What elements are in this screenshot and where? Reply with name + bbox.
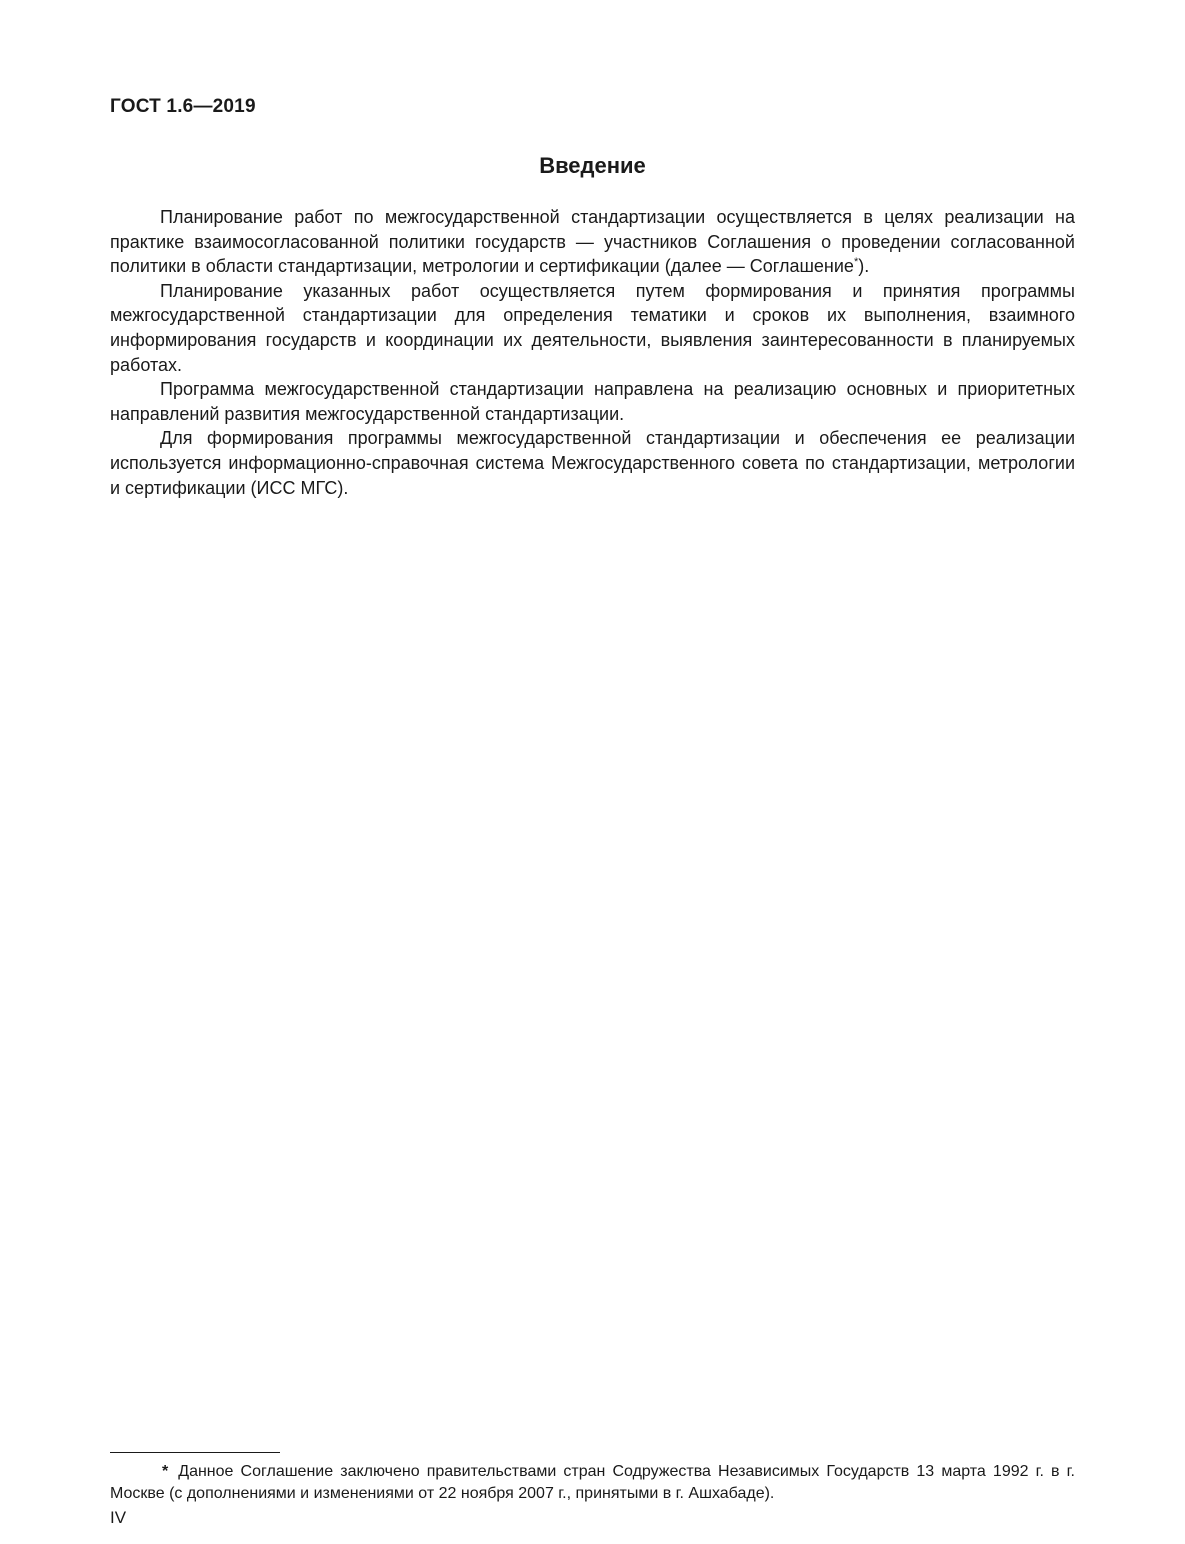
paragraph-3: Программа межгосударственной стандартизации направлена на реализацию основных и приоритетных направлений развития межгосударственной стандартизации.: [110, 379, 1075, 424]
footnote: [110, 1461, 1075, 1505]
footnote-reference[interactable]: *: [853, 256, 859, 269]
footnote-mark: *: [162, 1463, 169, 1480]
paragraph-4: Для формирования программы межгосударственной стандартизации и обеспечения ее реализации используется информационно-справочная система Межгосударственного совета по стандартизации, метрологии и сертификации (ИСС МГС).: [110, 428, 1075, 498]
footnote-text: Данное Соглашение заключено правительствами стран Содружества Независимых Государств 13 марта 1992 г. в г. Москве (с дополнениями и изменениями от 22 ноября 2007 г., принятыми в г. Ашхабаде).: [110, 1463, 1075, 1502]
paragraph-2: Планирование указанных работ осуществляется путем формирования и принятия программы межгосударственной стандартизации для определения тематики и сроков их выполнения, взаимного информирования государств и координации их деятельности, выявления заинтересованности в планируемых работах.: [110, 280, 1075, 375]
document-code: ГОСТ 1.6—2019: [110, 96, 256, 117]
body-text: [110, 205, 1075, 500]
paragraph-1-text: Планирование работ по межгосударственной стандартизации осуществляется в целях реализации на практике взаимосогласованной политики государств — участников Соглашения о проведении согласованной политики в области стандартизации, метрологии и сертификации (далее — Соглашение: [110, 207, 1075, 277]
paragraph-1-tail: ).: [858, 256, 870, 277]
section-title: Введение: [539, 153, 646, 178]
page-number: IV: [110, 1508, 127, 1527]
footnote-divider: [110, 1452, 280, 1453]
paragraph-1: [110, 205, 1075, 279]
